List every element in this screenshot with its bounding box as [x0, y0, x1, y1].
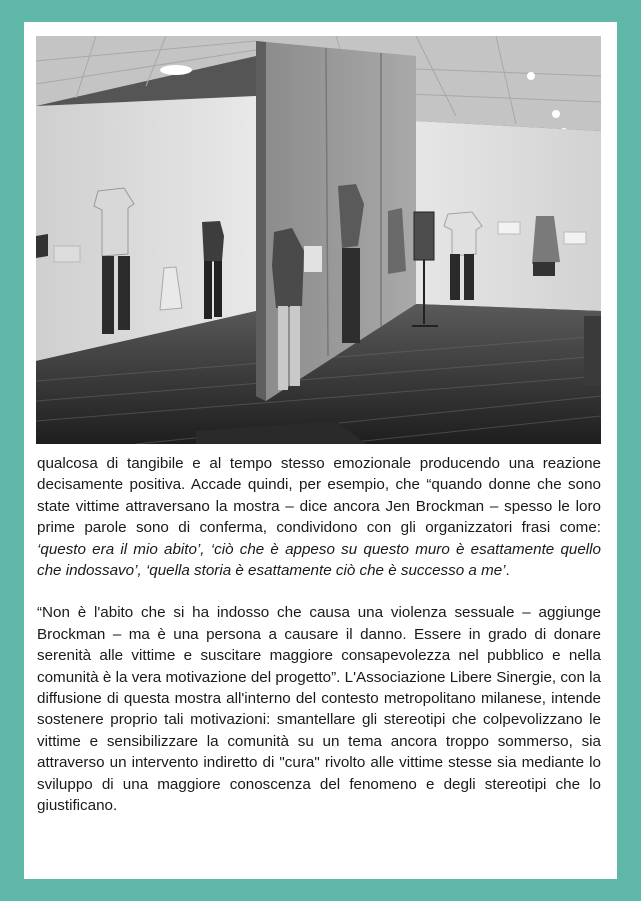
paragraph-1-tail: .	[505, 562, 510, 580]
article-text	[37, 453, 601, 817]
exhibition-photo	[36, 36, 601, 444]
gallery-illustration	[36, 36, 601, 444]
paragraph-1	[37, 453, 601, 581]
paragraph-1-lead: qualcosa di tangibile e al tempo stesso emozionale producendo una reazione decisamente positiva. Accade quindi, per esempio, che “quando donne che sono state vittime attraversano la mostra – dice ancora Jen Brockman – spesso le loro prime parole sono di conferma, condividono con gli organizzatori frasi come:	[37, 455, 601, 537]
right-wall	[416, 121, 601, 311]
paragraph-2: “Non è l'abito che si ha indosso che causa una violenza sessuale – aggiunge Brockman – ma è una persona a causare il danno. Essere in grado di donare serenità alle vittime e suscitare maggiore consapevolezza nel pubblico e nella comunità è la vera motivazione del progetto”. L'Associazione Libere Sinergie, con la diffusione di questa mostra all'interno del contesto metropolitano milanese, intende sostenere proprio tali motivazioni: smantellare gli stereotipi che colpevolizzano le vittime e sensibilizzare la comunità su un tema ancora troppo sommerso, sia attraverso un intervento indiretto di "cura" rivolto alle vittime stesse sia mediante lo sviluppo di una maggiore conoscenza del fenomeno e degli stereotipi che lo giustificano.	[37, 604, 601, 815]
document-page	[24, 22, 617, 879]
paragraph-1-quotes: ‘questo era il mio abito’, ‘ciò che è appeso su questo muro è esattamente quello che indossavo’, ‘quella storia è esattamente ciò che è successo a me’	[37, 540, 601, 580]
